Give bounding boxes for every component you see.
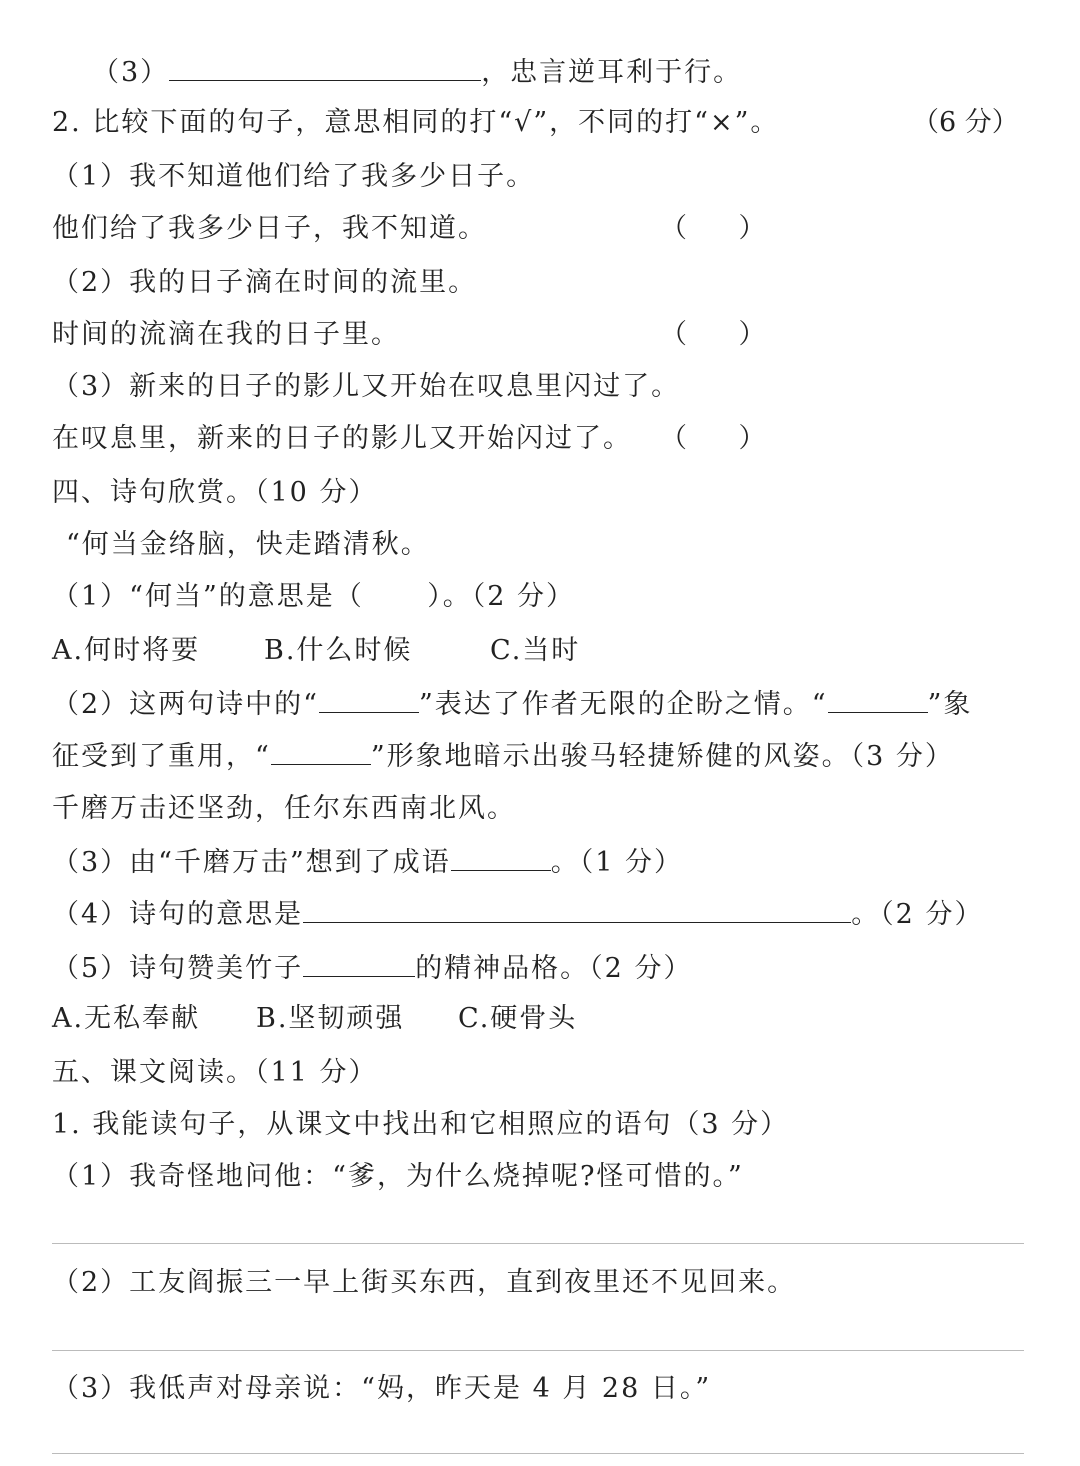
sec4-q3: [52, 844, 683, 880]
sec5-answer-line-1[interactable]: [52, 1243, 1024, 1244]
sec4-q5-text-2: 的精神品格。（2 分）: [415, 953, 693, 984]
sec5-answer-line-2[interactable]: [52, 1350, 1024, 1351]
sec4-q2-blank-3[interactable]: [271, 738, 371, 765]
q2-item-3-b: 在叹息里，新来的日子的影儿又开始闪过了。: [52, 423, 632, 454]
sec4-q4-text-1: （4）诗句的意思是: [52, 899, 304, 930]
sec4-q5-text-1: （5）诗句赞美竹子: [52, 953, 304, 984]
sec4-q3-blank[interactable]: [451, 844, 551, 871]
sec4-q1-option-a[interactable]: A.何时将要: [52, 635, 201, 666]
q2-item-1-a: （1）我不知道他们给了我多少日子。: [52, 161, 536, 192]
sec4-q1-option-b[interactable]: B.什么时候: [264, 635, 413, 666]
sec4-q4-text-2: 。（2 分）: [851, 899, 984, 930]
q2-title: 2. 比较下面的句子，意思相同的打“√”，不同的打“×”。: [52, 107, 780, 138]
poem-line-2: 千磨万击还坚劲，任尔东西南北风。: [52, 793, 516, 824]
sec4-q2-text-5: ”形象地暗示出骏马轻捷矫健的风姿。（3 分）: [370, 741, 954, 772]
sec4-q5: [52, 950, 692, 986]
sec5-item-3: （3）我低声对母亲说：“妈，昨天是 4 月 28 日。”: [52, 1373, 712, 1404]
sec5-item-2: （2）工友阎振三一早上街买东西，直到夜里还不见回来。: [52, 1267, 797, 1298]
q2-item-2-a: （2）我的日子滴在时间的流里。: [52, 267, 478, 298]
q1-item-3-number: （3）: [92, 57, 170, 88]
poem-line-1: “何当金络脑，快走踏清秋。: [66, 529, 430, 560]
q2-score: （6 分）: [912, 107, 1019, 138]
q1-item-3: [92, 54, 742, 90]
sec4-q2-line-1: [52, 686, 972, 722]
section-4-title: 四、诗句欣赏。（10 分）: [52, 477, 378, 508]
sec4-q5-blank[interactable]: [303, 950, 415, 977]
sec5-answer-line-3[interactable]: [52, 1453, 1024, 1454]
section-5-title: 五、课文阅读。（11 分）: [52, 1057, 378, 1088]
q2-item-1-answer[interactable]: （ ）: [660, 213, 766, 244]
sec4-q3-text-2: 。（1 分）: [550, 847, 684, 878]
q1-item-3-tail: ，忠言逆耳利于行。: [481, 57, 743, 88]
sec4-q2-line-2: [52, 738, 954, 774]
sec4-q4-blank[interactable]: [303, 896, 851, 923]
sec4-q2-text-4: 征受到了重用，“: [52, 741, 271, 772]
q2-item-3-a: （3）新来的日子的影儿又开始在叹息里闪过了。: [52, 371, 681, 402]
sec4-q3-text-1: （3）由“千磨万击”想到了成语: [52, 847, 451, 878]
q1-item-3-blank[interactable]: [169, 54, 481, 81]
sec4-q2-blank-1[interactable]: [319, 686, 419, 713]
sec4-q5-option-a[interactable]: A.无私奉献: [52, 1003, 201, 1034]
sec4-q1: （1）“何当”的意思是（ ）。（2 分）: [52, 581, 576, 612]
sec5-item-1: （1）我奇怪地问他：“爹，为什么烧掉呢?怪可惜的。”: [52, 1161, 744, 1192]
sec4-q2-text-3: ”象: [927, 689, 973, 720]
q2-item-3-answer[interactable]: （ ）: [660, 423, 766, 454]
sec4-q4: [52, 896, 983, 932]
sec4-q2-blank-2[interactable]: [828, 686, 928, 713]
sec4-q1-option-c[interactable]: C.当时: [490, 635, 581, 666]
q2-item-1-b: 他们给了我多少日子，我不知道。: [52, 213, 487, 244]
q2-item-2-b: 时间的流滴在我的日子里。: [52, 319, 400, 350]
sec4-q5-option-b[interactable]: B.坚韧顽强: [256, 1003, 405, 1034]
sec4-q2-text-2: ”表达了作者无限的企盼之情。“: [418, 689, 828, 720]
sec4-q5-option-c[interactable]: C.硬骨头: [458, 1003, 578, 1034]
sec5-q1: 1. 我能读句子，从课文中找出和它相照应的语句（3 分）: [52, 1109, 790, 1140]
sec4-q2-text-1: （2）这两句诗中的“: [52, 689, 319, 720]
q2-item-2-answer[interactable]: （ ）: [660, 319, 766, 350]
